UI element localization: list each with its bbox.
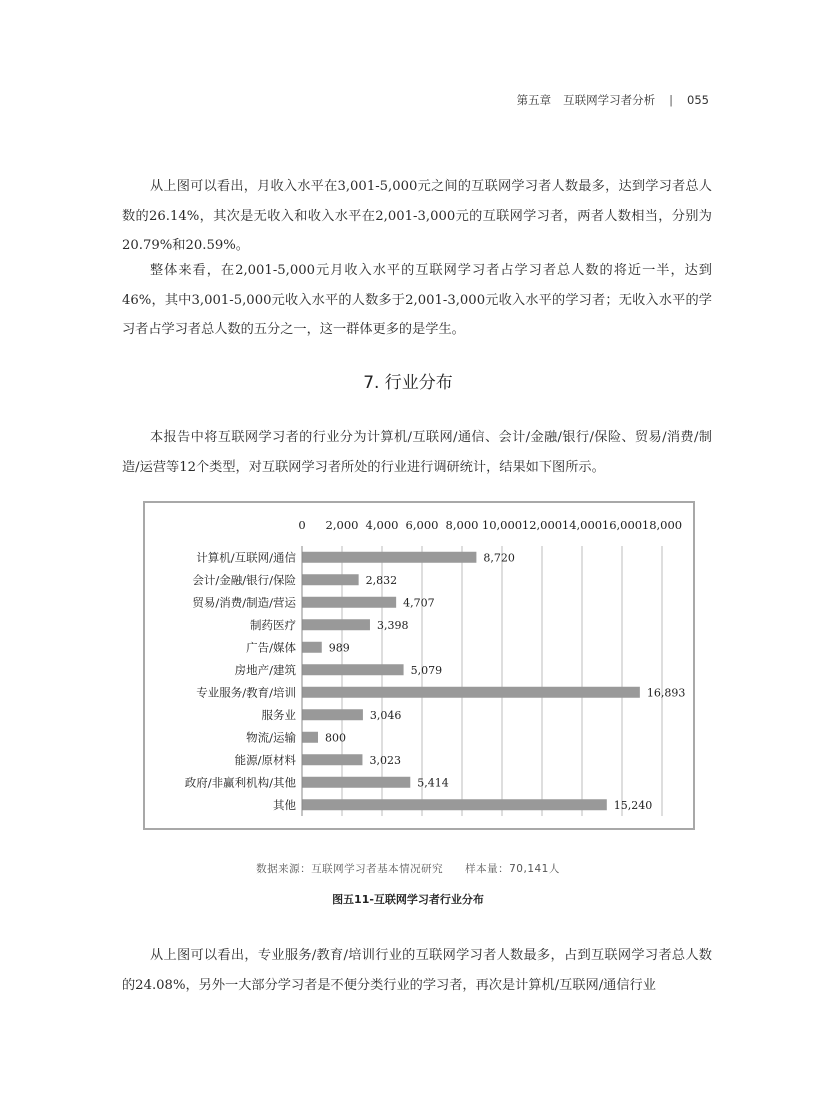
category-label: 专业服务/教育/培训 <box>196 685 296 700</box>
data-label: 4,707 <box>403 596 435 610</box>
category-label: 会计/金融/银行/保险 <box>192 572 296 587</box>
x-tick-label: 8,000 <box>445 518 479 532</box>
data-label: 5,079 <box>410 663 443 677</box>
category-label: 服务业 <box>261 707 296 722</box>
paragraph-industry-intro: 本报告中将互联网学习者的行业分为计算机/互联网/通信、会计/金融/银行/保险、贸易/消费/制造/运营等12个类型，对互联网学习者所处的行业进行调研统计，结果如下图所示。 <box>122 430 712 475</box>
data-label: 15,240 <box>613 798 653 812</box>
data-label: 3,398 <box>376 618 409 632</box>
x-tick-label: 4,000 <box>365 518 399 532</box>
category-label: 贸易/消费/制造/营运 <box>192 595 296 610</box>
category-label: 其他 <box>273 797 296 812</box>
bar <box>302 664 404 675</box>
bar <box>302 754 362 765</box>
data-label: 3,023 <box>369 753 401 767</box>
page-number: 055 <box>687 93 709 107</box>
category-label: 房地产/建筑 <box>234 662 296 677</box>
bar <box>302 552 476 563</box>
x-tick-label: 18,000 <box>641 518 683 532</box>
data-label: 5,414 <box>417 776 449 790</box>
category-label: 政府/非赢利机构/其他 <box>184 775 296 790</box>
x-tick-label: 14,000 <box>561 518 603 532</box>
chapter-title: 互联网学习者分析 <box>563 93 656 107</box>
data-source: 数据来源：互联网学习者基本情况研究 <box>256 863 444 875</box>
category-label: 物流/运输 <box>246 730 296 745</box>
paragraph-income-summary: 从上图可以看出，月收入水平在3,001-5,000元之间的互联网学习者人数最多，达到学习者总人数的26.14%，其次是无收入和收入水平在2,001-3,000元的互联网学习者，两者人数相当，分别为20.79%和20.59%。 <box>122 179 712 253</box>
data-label: 800 <box>325 731 346 745</box>
x-tick-label: 0 <box>298 518 306 532</box>
figure-source-note <box>0 861 816 876</box>
data-label: 16,893 <box>646 686 686 700</box>
data-label: 989 <box>328 641 350 655</box>
category-label: 能源/原材料 <box>234 752 296 767</box>
bar <box>302 597 396 608</box>
category-label: 计算机/互联网/通信 <box>196 550 296 565</box>
bar <box>302 799 607 810</box>
bar <box>302 619 370 630</box>
header-separator: | <box>669 93 674 107</box>
x-tick-label: 2,000 <box>325 518 359 532</box>
chart-canvas <box>145 503 693 828</box>
bar <box>302 732 318 743</box>
chapter-label: 第五章 <box>516 93 552 107</box>
industry-bar-chart <box>143 501 695 830</box>
running-header <box>517 92 709 108</box>
bar <box>302 777 410 788</box>
figure-caption: 图五11-互联网学习者行业分布 <box>332 893 484 906</box>
x-tick-label: 6,000 <box>405 518 439 532</box>
category-label: 广告/媒体 <box>246 640 296 655</box>
x-tick-label: 12,000 <box>521 518 563 532</box>
bar <box>302 574 359 585</box>
bar <box>302 687 640 698</box>
category-label: 制药医疗 <box>250 617 296 632</box>
x-tick-label: 10,000 <box>481 518 523 532</box>
data-label: 3,046 <box>369 708 402 722</box>
section-title: 7. 行业分布 <box>363 373 453 393</box>
paragraph-industry-analysis: 从上图可以看出，专业服务/教育/培训行业的互联网学习者人数最多，占到互联网学习者总人数的24.08%，另外一大部分学习者是不便分类行业的学习者，再次是计算机/互联网/通信行业 <box>122 948 712 993</box>
bar <box>302 709 363 720</box>
bar <box>302 642 322 653</box>
x-tick-label: 16,000 <box>601 518 643 532</box>
paragraph-income-overall: 整体来看，在2,001-5,000元月收入水平的互联网学习者占学习者总人数的将近一半，达到46%，其中3,001-5,000元收入水平的人数多于2,001-3,000元收入水平的学习者；无收入水平的学习者占学习者总人数的五分之一，这一群体更多的是学生。 <box>122 263 712 337</box>
data-label: 8,720 <box>483 551 515 565</box>
sample-size: 样本量：70,141人 <box>465 863 560 875</box>
data-label: 2,832 <box>365 573 398 587</box>
